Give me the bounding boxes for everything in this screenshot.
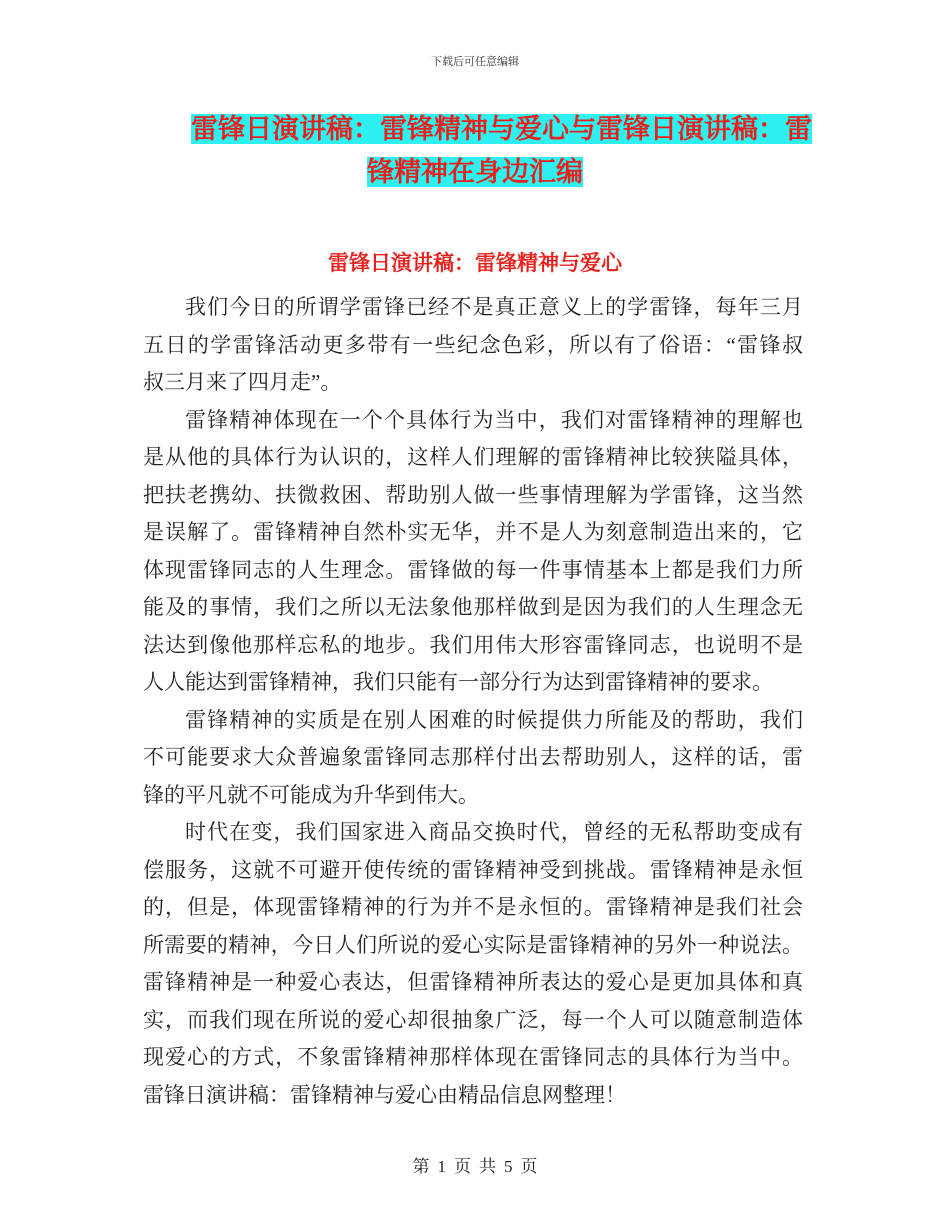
paragraph-line: 雷锋精神体现在一个个具体行为当中，我们对雷锋精神的理解也 bbox=[185, 407, 803, 432]
paragraph-line: 锋的平凡就不可能成为升华到伟大。 bbox=[143, 782, 479, 807]
paragraph-line: 所需要的精神，今日人们所说的爱心实际是雷锋精神的另外一种说法。 bbox=[143, 932, 803, 957]
paragraph-line: 雷锋精神的实质是在别人困难的时候提供力所能及的帮助，我们 bbox=[185, 707, 803, 732]
body-paragraph bbox=[143, 814, 803, 1114]
document-body bbox=[143, 289, 803, 1114]
paragraph-line: 人人能达到雷锋精神，我们只能有一部分行为达到雷锋精神的要求。 bbox=[143, 670, 773, 694]
page-word: 页 bbox=[454, 1157, 471, 1176]
paragraph-line: 雷锋精神是一种爱心表达，但雷锋精神所表达的爱心是更加具体和真 bbox=[143, 970, 803, 994]
paragraph-line: 法达到像他那样忘私的地步。我们用伟大形容雷锋同志，也说明不是 bbox=[143, 632, 803, 657]
title-line bbox=[143, 151, 807, 194]
paragraph-line: 实，而我们现在所说的爱心却很抽象广泛，每一个人可以随意制造体 bbox=[143, 1007, 803, 1032]
body-paragraph bbox=[143, 402, 803, 702]
paragraph-line: 雷锋日演讲稿：雷锋精神与爱心由精品信息网整理！ bbox=[143, 1082, 626, 1107]
total-word: 页 bbox=[520, 1157, 538, 1176]
paragraph-line: 五日的学雷锋活动更多带有一些纪念色彩，所以有了俗语：“雷锋叔 bbox=[143, 332, 803, 357]
page-prefix: 第 bbox=[412, 1157, 430, 1176]
total-pages: 5 bbox=[504, 1157, 513, 1176]
section-heading: 雷锋日演讲稿：雷锋精神与爱心 bbox=[328, 251, 622, 275]
header-note: 下载后可任意编辑 bbox=[431, 55, 519, 68]
paragraph-line: 把扶老携幼、扶微救困、帮助别人做一些事情理解为学雷锋，这当然 bbox=[143, 482, 803, 507]
title-text: 锋精神在身边汇编 bbox=[367, 157, 583, 187]
body-paragraph bbox=[143, 702, 803, 815]
page-footer bbox=[0, 1152, 950, 1182]
document-title bbox=[143, 108, 812, 194]
paragraph-line: 的，但是，体现雷锋精神的行为并不是永恒的。雷锋精神是我们社会 bbox=[143, 895, 803, 919]
total-prefix: 共 bbox=[479, 1157, 496, 1176]
paragraph-line: 不可能要求大众普遍象雷锋同志那样付出去帮助别人，这样的话，雷 bbox=[143, 745, 803, 769]
title-line bbox=[143, 108, 812, 151]
paragraph-line: 叔三月来了四月走”。 bbox=[143, 370, 342, 394]
page-number: 1 bbox=[437, 1157, 446, 1176]
paragraph-line: 是误解了。雷锋精神自然朴实无华，并不是人为刻意制造出来的，它 bbox=[143, 520, 803, 544]
paragraph-line: 我们今日的所谓学雷锋已经不是真正意义上的学雷锋，每年三月 bbox=[185, 295, 803, 319]
paragraph-line: 能及的事情，我们之所以无法象他那样做到是因为我们的人生理念无 bbox=[143, 595, 803, 619]
paragraph-line: 体现雷锋同志的人生理念。雷锋做的每一件事情基本上都是我们力所 bbox=[143, 557, 803, 582]
paragraph-line: 时代在变，我们国家进入商品交换时代，曾经的无私帮助变成有 bbox=[185, 820, 803, 844]
paragraph-line: 是从他的具体行为认识的，这样人们理解的雷锋精神比较狭隘具体， bbox=[143, 445, 803, 469]
title-text: 雷锋日演讲稿：雷锋精神与爱心与雷锋日演讲稿：雷 bbox=[191, 114, 812, 144]
body-paragraph bbox=[143, 289, 803, 402]
paragraph-line: 偿服务，这就不可避开使传统的雷锋精神受到挑战。雷锋精神是永恒 bbox=[143, 857, 803, 882]
paragraph-line: 现爱心的方式，不象雷锋精神那样体现在雷锋同志的具体行为当中。 bbox=[143, 1045, 803, 1069]
